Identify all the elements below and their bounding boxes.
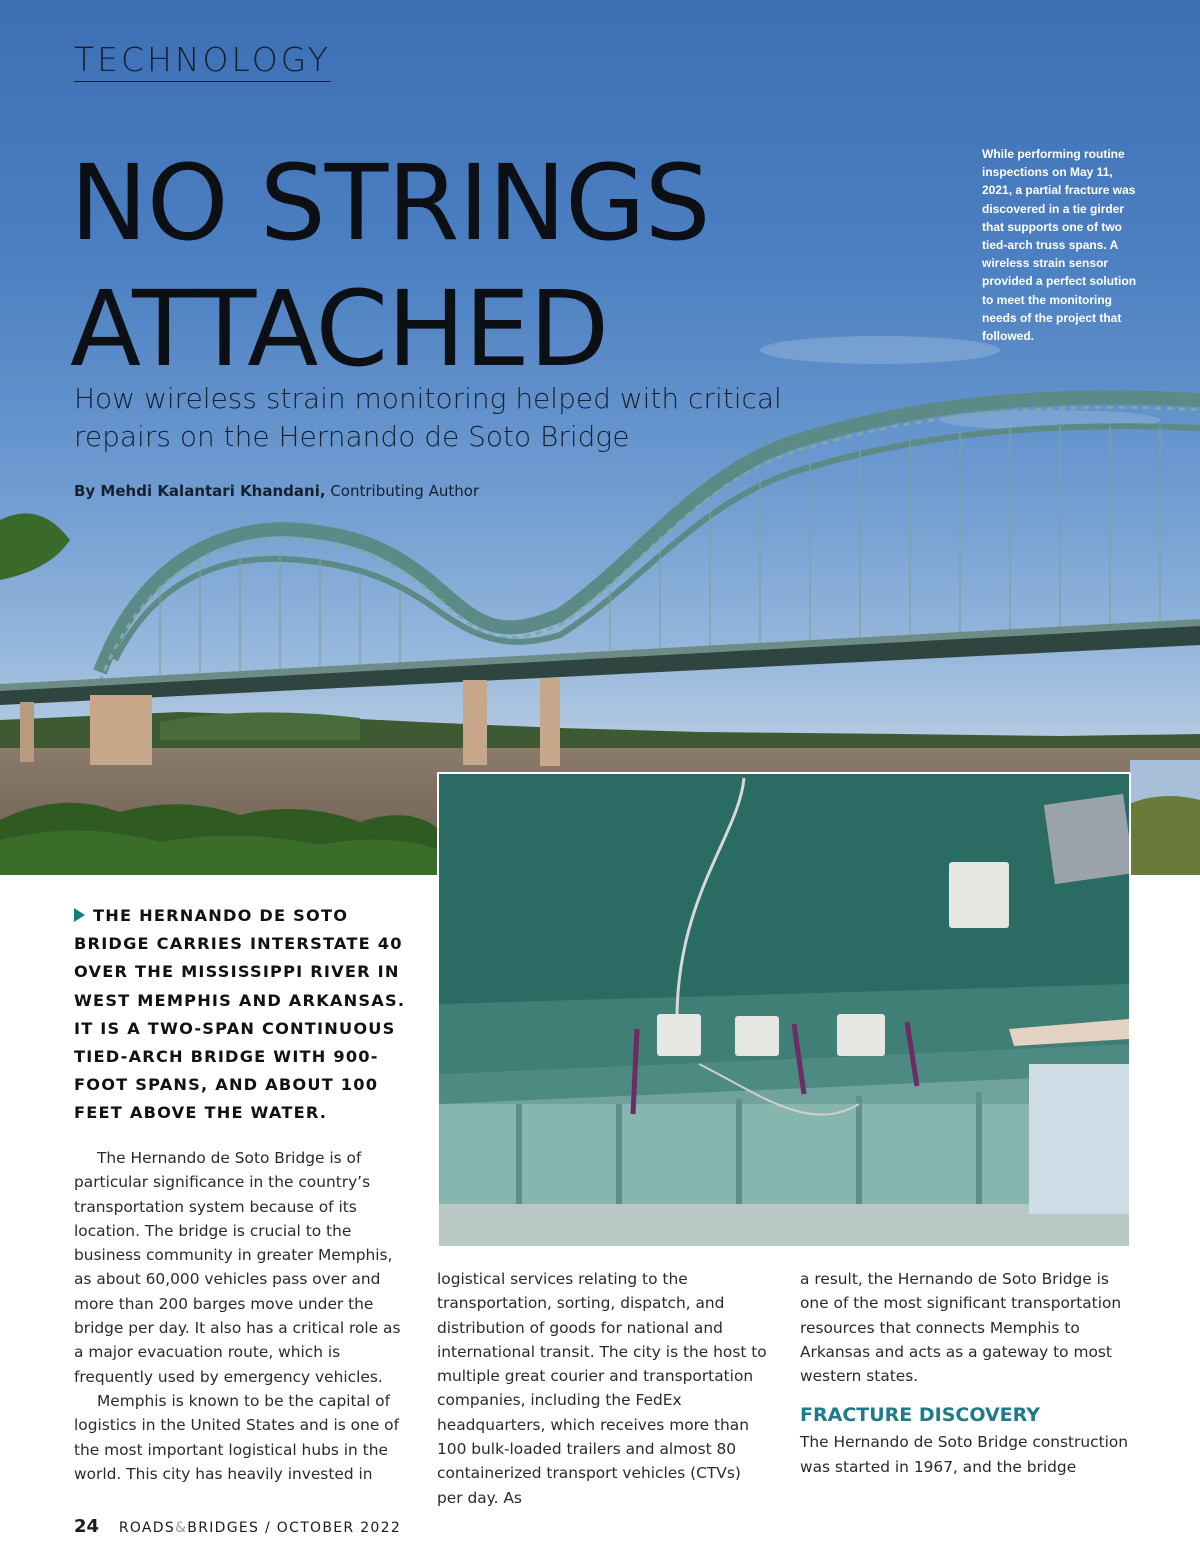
lead-paragraph: [74, 902, 419, 1128]
section-label: TECHNOLOGY: [74, 40, 331, 82]
body-paragraph: The Hernando de Soto Bridge construction was started in 1967, and the bridge: [800, 1433, 1129, 1476]
play-triangle-icon: [74, 908, 85, 922]
publication-name-b: BRIDGES: [187, 1520, 260, 1536]
body-paragraph: The Hernando de Soto Bridge is of particular significance in the country’s transportation system because of its location. The bridge is crucial to the business community in greater Memphis, as about 60,000 vehicles pass over and more than 200 barges move under the bridge per day. It also has a critical role as a major evacuation route, which is frequently used by emergency vehicles.: [74, 1149, 401, 1386]
lead-text: THE HERNANDO DE SOTO BRIDGE CARRIES INTERSTATE 40 OVER THE MISSISSIPPI RIVER IN WEST MEMPHIS AND ARKANSAS. IT IS A TWO-SPAN CONTINUOUS TIED-ARCH BRIDGE WITH 900-FOOT SPANS, AND ABOUT 100 FEET ABOVE THE WATER.: [74, 906, 406, 1123]
body-column-3: [800, 1267, 1130, 1479]
headline-line-2: ATTACHED: [70, 268, 609, 390]
sensor-illustration: [439, 774, 1129, 1246]
publication-name-a: ROADS: [118, 1520, 176, 1536]
body-paragraph: a result, the Hernando de Soto Bridge is one of the most significant transportation resources that connects Memphis to Arkansas and acts as a gateway to most western states.: [800, 1270, 1122, 1386]
body-paragraph: logistical services relating to the transportation, sorting, dispatch, and distribution of goods for national and international transit. The city is the host to multiple great courier and transportation companies, including the FedEx headquarters, which receives more than 100 bulk-loaded trailers and almost 80 containerized transport vehicles (CTVs) per day. As: [437, 1270, 767, 1507]
body-column-2: [437, 1267, 767, 1510]
deck-subtitle: How wireless strain monitoring helped with critical repairs on the Hernando de Soto Bridge: [74, 382, 782, 453]
publication-ampersand: &: [175, 1520, 188, 1536]
byline: [74, 482, 479, 500]
footer-separator: /: [265, 1520, 272, 1536]
section-subhead: FRACTURE DISCOVERY: [800, 1404, 1041, 1427]
headline-line-1: NO STRINGS: [70, 142, 710, 264]
headline: [70, 140, 710, 392]
sensor-photo: [437, 772, 1131, 1248]
page-footer: [74, 1516, 401, 1537]
page-number: 24: [74, 1516, 100, 1537]
photo-caption: While performing routine inspections on May 11, 2021, a partial fracture was discovered in a tie girder that supports one of two tied-arch truss spans. A wireless strain sensor provided a perfect solution to meet the monitoring needs of the project that followed.: [982, 147, 1137, 344]
byline-author: By Mehdi Kalantari Khandani,: [74, 482, 326, 500]
body-column-1: [74, 1146, 414, 1486]
issue-date: OCTOBER 2022: [276, 1520, 402, 1536]
body-paragraph: Memphis is known to be the capital of logistics in the United States and is one of the most important logistical hubs in the world. This city has heavily invested in: [74, 1391, 400, 1483]
byline-role: Contributing Author: [330, 482, 480, 500]
